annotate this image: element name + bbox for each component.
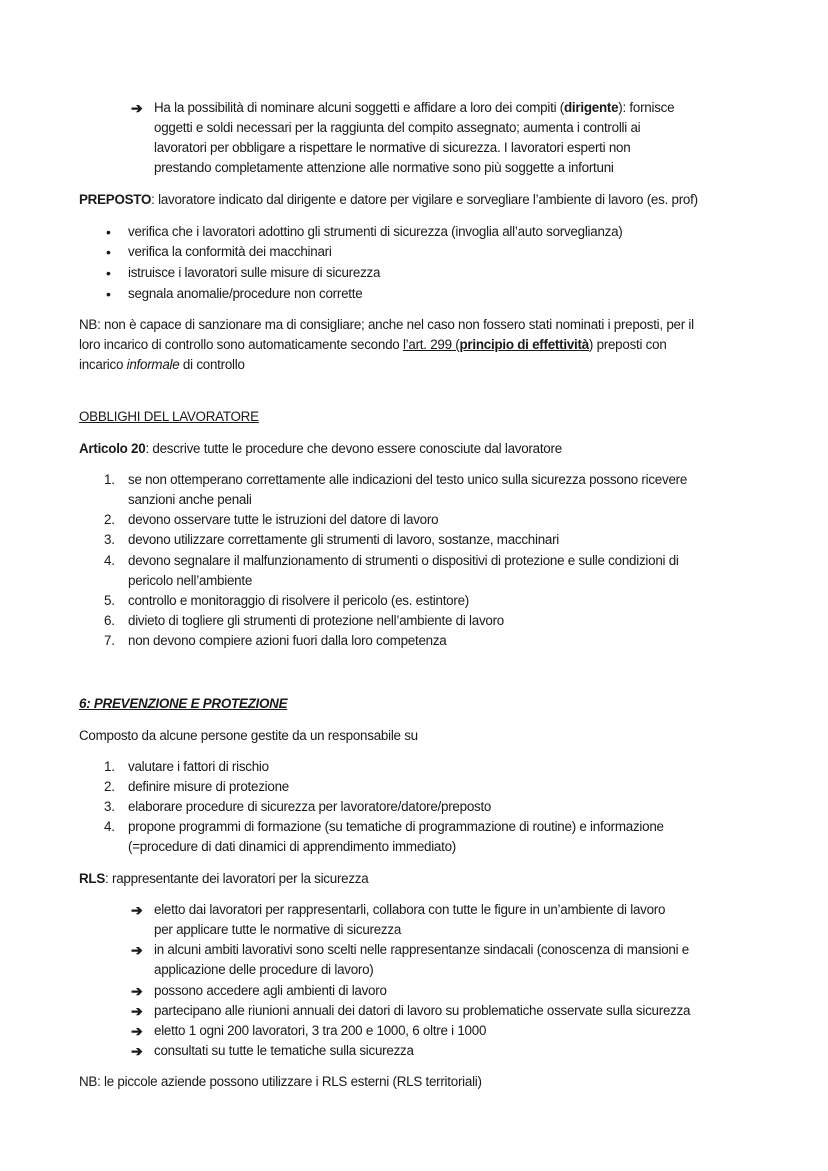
rls-definition: RLS: rappresentante dei lavoratori per la sicurezza — [79, 871, 369, 886]
list-number: 1. — [104, 759, 115, 774]
arrow-bullet-icon: ➔ — [131, 1003, 143, 1019]
dirigente-term: dirigente — [563, 100, 619, 115]
arrow-bullet-icon: ➔ — [131, 942, 143, 958]
arrow-bullet-icon: ➔ — [131, 902, 143, 918]
preposto-bullet-2: verifica la conformità dei macchinari — [128, 244, 332, 259]
obbligo-item-1: se non ottemperano correttamente alle indicazioni del testo unico sulla sicurezza possono ricevere — [128, 472, 688, 487]
bullet-icon: • — [106, 244, 111, 260]
prevenzione-item-2: definire misure di protezione — [128, 779, 289, 794]
prevenzione-item-4-cont: (=procedure di dati dinamici di apprendimento immediato) — [128, 839, 457, 854]
preposto-nb-line-2: loro incarico di controllo sono automaticamente secondo l’art. 299 (principio di effettività) preposti con — [79, 337, 667, 352]
principio-effettivita: principio di effettività — [459, 337, 589, 352]
obbligo-item-4-cont: pericolo nell’ambiente — [128, 573, 253, 588]
rls-item-5: eletto 1 ogni 200 lavoratori, 3 tra 200 e 1000, 6 oltre i 1000 — [154, 1023, 487, 1038]
obbligo-item-2: devono osservare tutte le istruzioni del datore di lavoro — [128, 512, 439, 527]
list-number: 4. — [104, 819, 115, 834]
rls-item-6: consultati su tutte le tematiche sulla sicurezza — [154, 1043, 414, 1058]
obbligo-item-5: controllo e monitoraggio di risolvere il pericolo (es. estintore) — [128, 593, 469, 608]
rls-item-3: possono accedere agli ambienti di lavoro — [154, 983, 387, 998]
obbligo-item-1-cont: sanzioni anche penali — [128, 492, 252, 507]
preposto-bullet-1: verifica che i lavoratori adottino gli strumenti di sicurezza (invoglia all’auto sorveglianza) — [128, 224, 623, 239]
rls-item-2: in alcuni ambiti lavorativi sono scelti nelle rappresentanze sindacali (conoscenza di mansioni e — [154, 942, 689, 957]
preposto-nb-line-3: incarico informale di controllo — [79, 357, 245, 372]
prevenzione-item-1: valutare i fattori di rischio — [128, 759, 269, 774]
rls-item-1-cont: per applicare tutte le normative di sicurezza — [154, 922, 402, 937]
rls-term: RLS — [79, 871, 106, 886]
preposto-bullet-3: istruisce i lavoratori sulle misure di sicurezza — [128, 265, 381, 280]
articolo-20-line: Articolo 20: descrive tutte le procedure che devono essere conosciute dal lavoratore — [79, 441, 562, 456]
preposto-nb-line-1: NB: non è capace di sanzionare ma di consigliare; anche nel caso non fossero stati nominati i preposti, per il — [79, 317, 694, 332]
obbligo-item-6: divieto di togliere gli strumenti di protezione nell’ambiente di lavoro — [128, 613, 504, 628]
obbligo-item-7: non devono compiere azioni fuori dalla loro competenza — [128, 633, 447, 648]
bullet-icon: • — [106, 265, 111, 281]
rls-nb: NB: le piccole aziende possono utilizzare i RLS esterni (RLS territoriali) — [79, 1074, 482, 1089]
list-number: 2. — [104, 779, 115, 794]
prevenzione-item-3: elaborare procedure di sicurezza per lavoratore/datore/preposto — [128, 799, 492, 814]
arrow-bullet-icon: ➔ — [131, 1023, 143, 1039]
obblighi-heading: OBBLIGHI DEL LAVORATORE — [79, 409, 259, 424]
dirigente-line-4: prestando completamente attenzione alle normative sono più soggette a infortuni — [154, 160, 614, 175]
list-number: 1. — [104, 472, 115, 487]
arrow-bullet-icon: ➔ — [131, 1043, 143, 1059]
dirigente-line-2: oggetti e soldi necessari per la raggiunta del compito assegnato; aumenta i controlli ai — [154, 120, 641, 135]
rls-item-1: eletto dai lavoratori per rappresentarli, collabora con tutte le figure in un’ambiente di lavoro — [154, 902, 666, 917]
prevenzione-intro: Composto da alcune persone gestite da un responsabile su — [79, 728, 418, 743]
list-number: 2. — [104, 512, 115, 527]
list-number: 3. — [104, 799, 115, 814]
arrow-bullet-icon: ➔ — [131, 100, 143, 116]
rls-item-4: partecipano alle riunioni annuali dei datori di lavoro su problematiche osservate sulla sicurezza — [154, 1003, 691, 1018]
preposto-term: PREPOSTO — [79, 192, 152, 207]
prevenzione-item-4: propone programmi di formazione (su tematiche di programmazione di routine) e informazione — [128, 819, 664, 834]
prevenzione-heading: 6: PREVENZIONE E PROTEZIONE — [79, 696, 288, 711]
bullet-icon: • — [106, 286, 111, 302]
dirigente-line-3: lavoratori per obbligare a rispettare le normative di sicurezza. I lavoratori esperti non — [154, 140, 631, 155]
art-299-reference: l’art. 299 (principio di effettività — [402, 337, 589, 352]
list-number: 7. — [104, 633, 115, 648]
preposto-definition: PREPOSTO: lavoratore indicato dal dirigente e datore per vigilare e sorvegliare l’ambiente di lavoro (es. prof) — [79, 192, 698, 207]
preposto-bullet-4: segnala anomalie/procedure non corrette — [128, 286, 363, 301]
list-number: 6. — [104, 613, 115, 628]
arrow-bullet-icon: ➔ — [131, 983, 143, 999]
dirigente-line-1: Ha la possibilità di nominare alcuni soggetti e affidare a loro dei compiti (dirigente): fornisce — [154, 100, 675, 115]
list-number: 4. — [104, 553, 115, 568]
list-number: 3. — [104, 532, 115, 547]
bullet-icon: • — [106, 224, 111, 240]
obbligo-item-3: devono utilizzare correttamente gli strumenti di lavoro, sostanze, macchinari — [128, 532, 560, 547]
obbligo-item-4: devono segnalare il malfunzionamento di strumenti o dispositivi di protezione e sulle condizioni di — [128, 553, 679, 568]
rls-item-2-cont: applicazione delle procedure di lavoro) — [154, 962, 374, 977]
list-number: 5. — [104, 593, 115, 608]
